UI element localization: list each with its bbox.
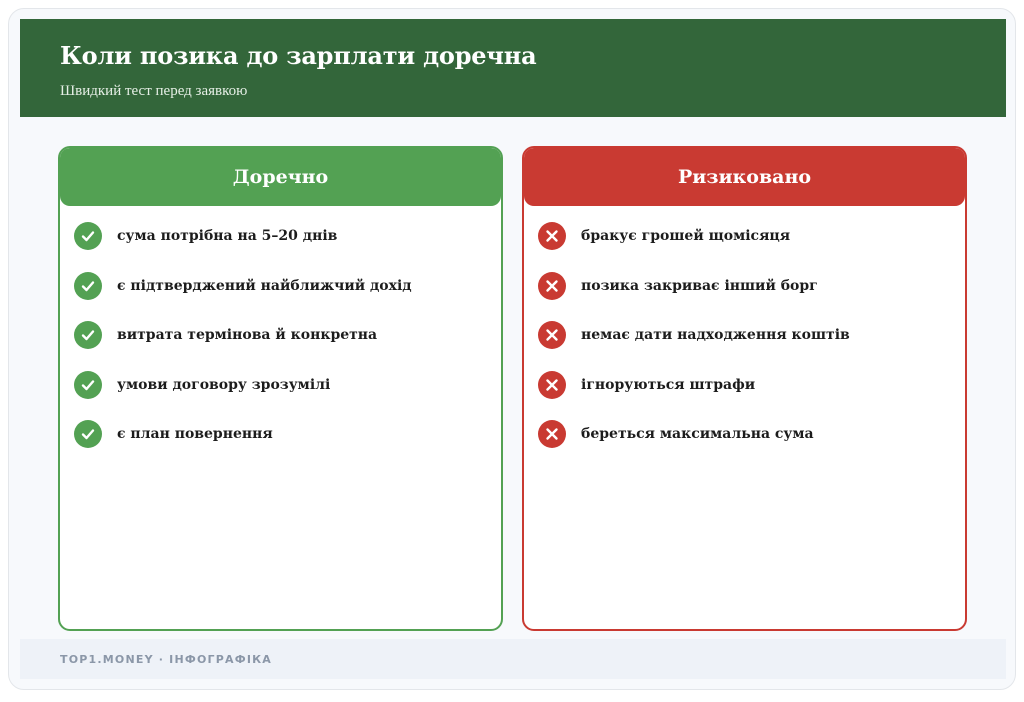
list-item-label: позика закриває інший борг [581, 277, 818, 294]
footer-bar [20, 639, 1006, 679]
list-item-label: сума потрібна на 5–20 днів [117, 228, 338, 244]
risky-card [522, 146, 967, 631]
cross-icon [538, 222, 566, 250]
cross-icon [538, 272, 566, 300]
list-item [74, 321, 501, 349]
cross-icon [538, 371, 566, 399]
list-item-label: береться максимальна сума [581, 426, 814, 442]
list-item-label: є план повернення [117, 426, 273, 442]
list-item-label: умови договору зрозумілі [117, 376, 331, 393]
appropriate-card-heading: Доречно [60, 148, 501, 206]
page-title: Коли позика до зарплати доречна [60, 41, 537, 70]
cross-icon [538, 321, 566, 349]
list-item-label: немає дати надходження коштів [581, 327, 850, 343]
check-icon [74, 321, 102, 349]
page-subtitle: Швидкий тест перед заявкою [60, 83, 248, 99]
infographic-frame [8, 8, 1016, 690]
list-item [538, 272, 965, 300]
list-item [74, 371, 501, 399]
risky-card-heading: Ризиковано [524, 148, 965, 206]
check-icon [74, 272, 102, 300]
list-item [538, 371, 965, 399]
check-icon [74, 222, 102, 250]
footer-credit: TOP1.MONEY · ІНФОГРАФІКА [60, 652, 273, 666]
list-item [538, 420, 965, 448]
cross-icon [538, 420, 566, 448]
list-item [74, 420, 501, 448]
list-item [538, 321, 965, 349]
risky-list [524, 206, 965, 448]
list-item-label: є підтверджений найближчий дохід [117, 277, 412, 294]
check-icon [74, 420, 102, 448]
header-banner [20, 19, 1006, 117]
list-item [74, 222, 501, 250]
appropriate-list [60, 206, 501, 448]
check-icon [74, 371, 102, 399]
list-item-label: витрата термінова й конкретна [117, 327, 378, 343]
list-item-label: бракує грошей щомісяця [581, 228, 791, 244]
appropriate-card [58, 146, 503, 631]
list-item [74, 272, 501, 300]
list-item-label: ігноруються штрафи [581, 376, 756, 393]
list-item [538, 222, 965, 250]
